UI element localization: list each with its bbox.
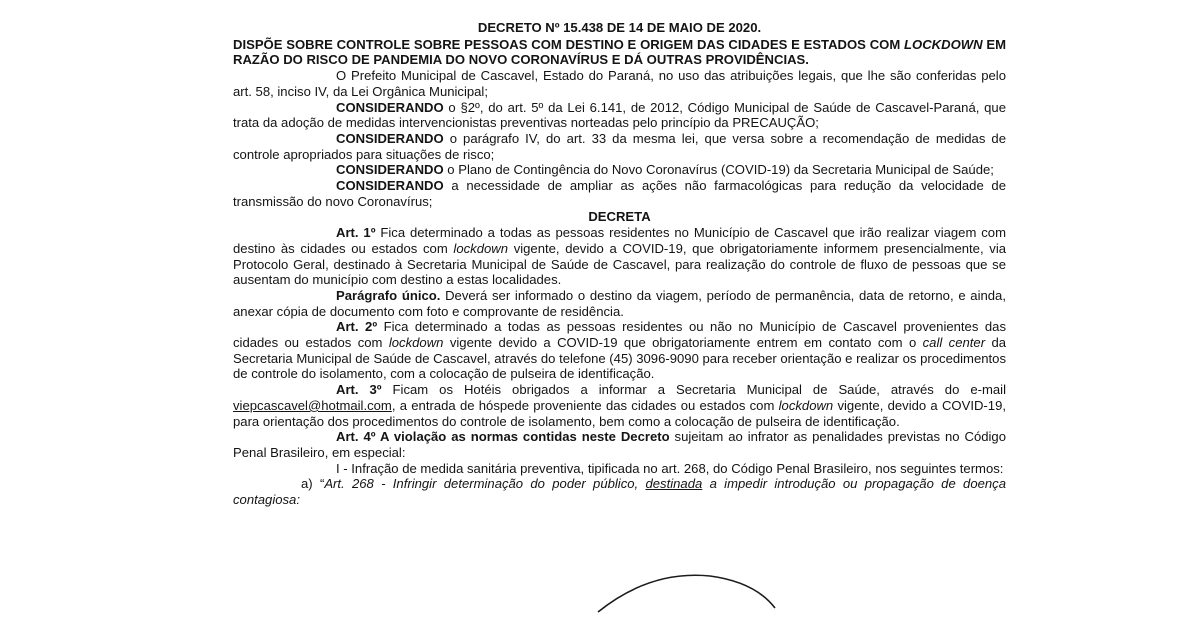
article-lead: Art. 3º (336, 382, 382, 398)
ementa-text-2: EM RAZÃO DO RISCO DE PANDEMIA DO NOVO CORONAVÍRUS E DÁ OUTRAS PROVIDÊNCIAS. (233, 36, 1006, 68)
article-text: Fica determinado a todas as pessoas residentes no Município de Cascavel que irão realizar viagem com destino às cidades ou estados com (233, 225, 1006, 256)
alinea-text: a impedir introdução ou propagação de doença contagiosa: (233, 476, 1006, 508)
signature-stroke (590, 562, 780, 632)
article-text: vigente, devido a COVID-19, que obrigatoriamente informem presencialmente, via Protocolo Geral, destinado à Secretaria Municipal de Saúde de Cascavel, para realização do controle de fluxo de pessoas que se ausentam do município com destino a estas localidades. (233, 240, 1007, 288)
alinea-text: Art. 268 - Infringir determinação do poder público, (324, 476, 646, 492)
alinea-underlined: destinada (645, 476, 703, 492)
considerando-lead: CONSIDERANDO (336, 99, 444, 115)
article-lead: Art. 4º A violação as normas contidas neste Decreto (336, 429, 670, 445)
paragrafo-text: Deverá ser informado o destino da viagem, período de permanência, data de retorno, e ainda, anexar cópia de documento com foto e comprovante de residência. (233, 287, 1006, 319)
inciso-i: I - Infração de medida sanitária preventiva, tipificada no art. 268, do Código Penal Brasileiro, nos seguintes termos: (336, 460, 1004, 476)
article-text: Fica determinado a todas as pessoas residentes ou não no Município de Cascavel provenientes das cidades ou estados com (233, 319, 1006, 351)
alinea-a (233, 476, 1006, 507)
considerando-lead: CONSIDERANDO (336, 130, 444, 146)
article-lead: Art. 2º (336, 319, 378, 335)
article-4 (233, 429, 1006, 460)
decreta-heading: DECRETA (588, 209, 651, 225)
article-text: Ficam os Hotéis obrigados a informar a Secretaria Municipal de Saúde, através do e-mail (381, 382, 1006, 398)
considerando-text: o §2º, do art. 5º da Lei 6.141, de 2012, Código Municipal de Saúde de Cascavel-Paraná, que trata da adoção de medidas intervencionistas preventivas norteadas pelo princípio da PRECAUÇÃO; (233, 99, 1006, 131)
call-center-term: call center (922, 335, 986, 351)
lockdown-term: lockdown (778, 397, 834, 413)
preamble: O Prefeito Municipal de Cascavel, Estado do Paraná, no uso das atribuições legais, que lhe são conferidas pelo art. 58, inciso IV, da Lei Orgânica Municipal; (233, 68, 1006, 99)
article-text: vigente, devido a COVID-19, para orientação dos procedimentos do controle de isolamento, bem como a colocação de pulseira de identificação. (233, 397, 1006, 429)
considerando-lead: CONSIDERANDO (336, 162, 444, 178)
article-lead: Art. 1º (336, 225, 376, 241)
decree-title: DECRETO Nº 15.438 DE 14 DE MAIO DE 2020. (477, 20, 762, 35)
decree-ementa (233, 37, 1006, 68)
alinea-prefix: a) “ (301, 476, 325, 492)
article-1 (233, 225, 1006, 288)
decree-document (233, 20, 1006, 508)
article-text: vigente devido a COVID-19 que obrigatoriamente entrem em contato com o (443, 335, 923, 351)
article-3 (233, 382, 1006, 429)
article-text: da Secretaria Municipal de Saúde de Cascavel, através do telefone (45) 3096-9090 para receber orientação e realizar os procedimentos de controle do isolamento, com a colocação de pulseira de identificação. (233, 335, 1007, 382)
ementa-lockdown: LOCKDOWN (904, 36, 983, 52)
ementa-text-1: DISPÕE SOBRE CONTROLE SOBRE PESSOAS COM DESTINO E ORIGEM DAS CIDADES E ESTADOS COM (233, 36, 905, 52)
considerando-text: a necessidade de ampliar as ações não farmacológicas para redução da velocidade de transmissão do novo Coronavírus; (233, 178, 1006, 209)
paragrafo-lead: Parágrafo único. (336, 287, 441, 303)
considerando-lead: CONSIDERANDO (336, 178, 444, 194)
article-text: , a entrada de hóspede proveniente das cidades ou estados com (391, 397, 779, 413)
considerando-text: o Plano de Contingência do Novo Coronavírus (COVID-19) da Secretaria Municipal de Saúde; (443, 162, 994, 178)
considerando-4 (233, 178, 1006, 209)
email-link[interactable]: viepcascavel@hotmail.com (233, 397, 392, 413)
lockdown-term: lockdown (388, 335, 444, 351)
considerando-2 (233, 131, 1006, 162)
considerando-text: o parágrafo IV, do art. 33 da mesma lei, que versa sobre a recomendação de medidas de controle apropriados para situações de risco; (233, 130, 1006, 162)
article-2 (233, 319, 1006, 382)
article-text: sujeitam ao infrator as penalidades previstas no Código Penal Brasileiro, em especial: (233, 429, 1006, 460)
paragrafo-unico (233, 288, 1006, 319)
considerando-1 (233, 100, 1006, 131)
considerando-3 (233, 162, 1006, 178)
lockdown-term: lockdown (453, 240, 509, 256)
